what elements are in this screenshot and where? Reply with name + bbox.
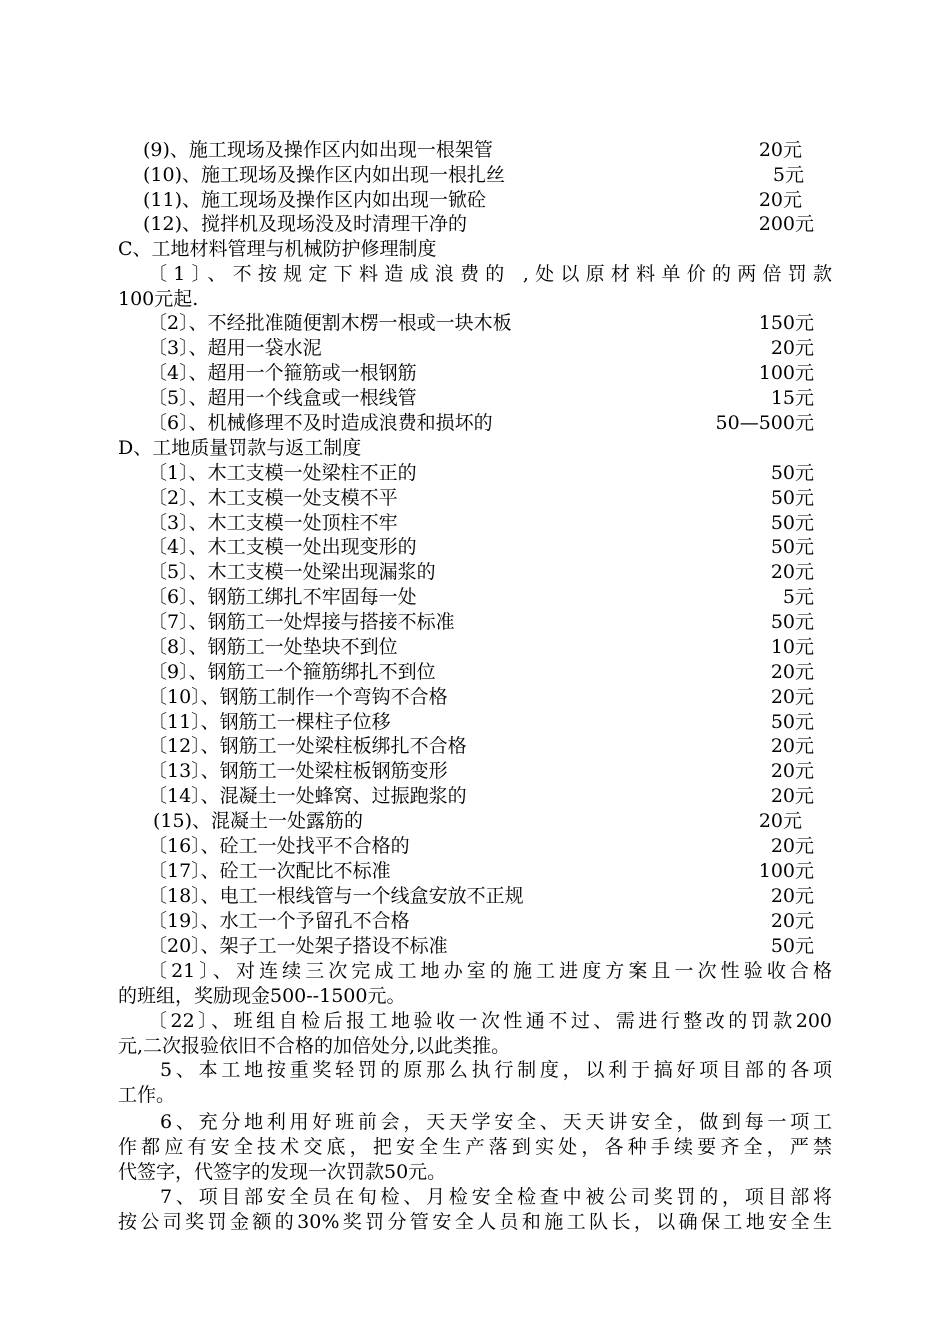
item-text: 〔6〕、钢筋工绑扎不牢固每一处 bbox=[148, 586, 417, 608]
item-amount: 20元 bbox=[770, 885, 814, 907]
penalty-item bbox=[0, 834, 950, 859]
item-text: 〔14〕、混凝土一处蜂窝、过振跑浆的 bbox=[148, 785, 467, 807]
paragraph-6 bbox=[160, 1110, 832, 1135]
item-amount: 100元 bbox=[758, 362, 814, 384]
item-text: 〔11〕、钢筋工一棵柱子位移 bbox=[148, 711, 391, 733]
penalty-item bbox=[0, 212, 950, 237]
paragraph-line: 代签字，代签字的发现一次罚款50元。 bbox=[118, 1161, 447, 1183]
heading-text: C、工地材料管理与机械防护修理制度 bbox=[118, 238, 437, 260]
heading-text: D、工地质量罚款与返工制度 bbox=[118, 437, 362, 459]
penalty-item bbox=[0, 188, 950, 213]
item-text: 〔17〕、砼工一次配比不标准 bbox=[148, 860, 391, 882]
item-text: 〔3〕、木工支模一处顶柱不牢 bbox=[148, 512, 398, 534]
item-text: 〔10〕、钢筋工制作一个弯钩不合格 bbox=[148, 686, 448, 708]
item-amount: 50元 bbox=[770, 462, 814, 484]
penalty-item bbox=[0, 660, 950, 685]
item-text: 〔5〕、木工支模一处梁出现漏浆的 bbox=[148, 561, 436, 583]
item-amount: 50—500元 bbox=[715, 412, 814, 434]
item-text: (9)、施工现场及操作区内如出现一根架管 bbox=[143, 139, 493, 161]
paragraph-line: 5、本工地按重奖轻罚的原那么执行制度，以利于搞好项目部的各项 bbox=[160, 1059, 832, 1081]
item-amount: 50元 bbox=[770, 611, 814, 633]
paragraph-7 bbox=[160, 1185, 832, 1210]
paragraph-7-line-2 bbox=[118, 1210, 832, 1235]
intro-line: 100元起. bbox=[118, 288, 199, 310]
penalty-item bbox=[0, 635, 950, 660]
item-amount: 50元 bbox=[770, 711, 814, 733]
item-text: 〔6〕、机械修理不及时造成浪费和损坏的 bbox=[148, 412, 493, 434]
item-amount: 20元 bbox=[770, 785, 814, 807]
item-text: (10)、施工现场及操作区内如出现一根扎丝 bbox=[143, 164, 506, 186]
item-amount: 20元 bbox=[758, 139, 802, 161]
paragraph-line: 7、项目部安全员在旬检、月检安全检查中被公司奖罚的，项目部将 bbox=[160, 1186, 832, 1208]
penalty-item bbox=[0, 710, 950, 735]
penalty-item bbox=[0, 163, 950, 188]
penalty-item bbox=[0, 386, 950, 411]
item-text: (12)、搅拌机及现场没及时清理干净的 bbox=[143, 213, 468, 235]
penalty-item bbox=[0, 585, 950, 610]
item-amount: 20元 bbox=[770, 661, 814, 683]
item-amount: 5元 bbox=[772, 164, 804, 186]
item-text: 〔19〕、水工一个予留孔不合格 bbox=[148, 910, 410, 932]
item-amount: 10元 bbox=[770, 636, 814, 658]
paragraph-6-line-3 bbox=[0, 1160, 950, 1185]
penalty-item bbox=[0, 610, 950, 635]
paragraph-line: 元,二次报验依旧不合格的加倍处分,以此类推。 bbox=[118, 1035, 511, 1057]
item-amount: 20元 bbox=[770, 760, 814, 782]
item-amount: 20元 bbox=[770, 910, 814, 932]
item-amount: 100元 bbox=[758, 860, 814, 882]
item-amount: 20元 bbox=[770, 337, 814, 359]
paragraph-6-line-2 bbox=[118, 1135, 832, 1160]
penalty-item bbox=[0, 734, 950, 759]
paragraph-5 bbox=[160, 1058, 832, 1083]
penalty-item bbox=[0, 138, 950, 163]
item-text: 〔5〕、超用一个线盒或一根线管 bbox=[148, 387, 417, 409]
paragraph-line: 6、充分地利用好班前会，天天学安全、天天讲安全，做到每一项工 bbox=[160, 1111, 832, 1133]
item-amount: 5元 bbox=[782, 586, 814, 608]
item-amount: 50元 bbox=[770, 536, 814, 558]
item-amount: 200元 bbox=[758, 213, 814, 235]
item-text: 〔13〕、钢筋工一处梁柱板钢筋变形 bbox=[148, 760, 448, 782]
item-amount: 50元 bbox=[770, 935, 814, 957]
penalty-item bbox=[0, 361, 950, 386]
item-text: 〔3〕、超用一袋水泥 bbox=[148, 337, 322, 359]
item-amount: 20元 bbox=[770, 735, 814, 757]
penalty-item-22 bbox=[148, 1009, 832, 1034]
penalty-item bbox=[0, 685, 950, 710]
section-c-intro bbox=[148, 262, 832, 287]
item-amount: 50元 bbox=[770, 512, 814, 534]
penalty-item bbox=[0, 759, 950, 784]
penalty-item bbox=[0, 784, 950, 809]
penalty-item bbox=[0, 511, 950, 536]
item-amount: 15元 bbox=[770, 387, 814, 409]
item-amount: 20元 bbox=[770, 835, 814, 857]
paragraph-line: 按公司奖罚金额的30%奖罚分管安全人员和施工队长，以确保工地安全生 bbox=[118, 1211, 832, 1233]
penalty-item bbox=[0, 411, 950, 436]
paragraph-line: 〔21〕、对连续三次完成工地办室的施工进度方案且一次性验收合格 bbox=[148, 960, 832, 982]
penalty-item bbox=[0, 809, 950, 834]
reward-item-21-continuation bbox=[0, 984, 950, 1009]
paragraph-line: 作都应有安全技术交底，把安全生产落到实处，各种手续要齐全，严禁 bbox=[118, 1136, 832, 1158]
item-text: 〔7〕、钢筋工一处焊接与搭接不标准 bbox=[148, 611, 455, 633]
item-text: 〔1〕、木工支模一处梁柱不正的 bbox=[148, 462, 417, 484]
item-text: 〔20〕、架子工一处架子搭设不标准 bbox=[148, 935, 448, 957]
item-text: 〔2〕、不经批准随便割木楞一根或一块木板 bbox=[148, 312, 512, 334]
penalty-item bbox=[0, 535, 950, 560]
item-text: 〔4〕、超用一个箍筋或一根钢筋 bbox=[148, 362, 417, 384]
item-text: 〔12〕、钢筋工一处梁柱板绑扎不合格 bbox=[148, 735, 467, 757]
penalty-item bbox=[0, 311, 950, 336]
item-amount: 50元 bbox=[770, 487, 814, 509]
penalty-item-22-continuation bbox=[0, 1034, 950, 1059]
penalty-item bbox=[0, 884, 950, 909]
item-amount: 20元 bbox=[758, 810, 802, 832]
item-amount: 20元 bbox=[770, 561, 814, 583]
item-text: 〔2〕、木工支模一处支模不平 bbox=[148, 487, 398, 509]
paragraph-line: 工作。 bbox=[118, 1084, 176, 1106]
item-text: (15)、混凝土一处露筋的 bbox=[153, 810, 364, 832]
item-text: 〔16〕、砼工一处找平不合格的 bbox=[148, 835, 410, 857]
penalty-item bbox=[0, 909, 950, 934]
item-amount: 20元 bbox=[770, 686, 814, 708]
penalty-item bbox=[0, 336, 950, 361]
item-text: 〔9〕、钢筋工一个箍筋绑扎不到位 bbox=[148, 661, 436, 683]
reward-item-21 bbox=[148, 959, 832, 984]
item-amount: 150元 bbox=[758, 312, 814, 334]
paragraph-5-continuation bbox=[0, 1083, 950, 1108]
penalty-item bbox=[0, 859, 950, 884]
penalty-item bbox=[0, 486, 950, 511]
item-text: 〔4〕、木工支模一处出现变形的 bbox=[148, 536, 417, 558]
item-text: 〔8〕、钢筋工一处垫块不到位 bbox=[148, 636, 398, 658]
paragraph-line: 〔22〕、班组自检后报工地验收一次性通不过、需进行整改的罚款200 bbox=[148, 1010, 832, 1032]
penalty-item bbox=[0, 934, 950, 959]
item-amount: 20元 bbox=[758, 189, 802, 211]
section-heading bbox=[0, 237, 950, 262]
paragraph-line: 的班组，奖励现金500--1500元。 bbox=[118, 985, 406, 1007]
intro-continuation bbox=[0, 287, 950, 312]
item-text: (11)、施工现场及操作区内如出现一锨砼 bbox=[143, 189, 487, 211]
intro-line: 〔1〕、不按规定下料造成浪费的 ,处以原材料单价的两倍罚款 bbox=[148, 263, 832, 285]
item-text: 〔18〕、电工一根线管与一个线盒安放不正规 bbox=[148, 885, 524, 907]
penalty-item bbox=[0, 560, 950, 585]
section-heading bbox=[0, 436, 950, 461]
penalty-item bbox=[0, 461, 950, 486]
